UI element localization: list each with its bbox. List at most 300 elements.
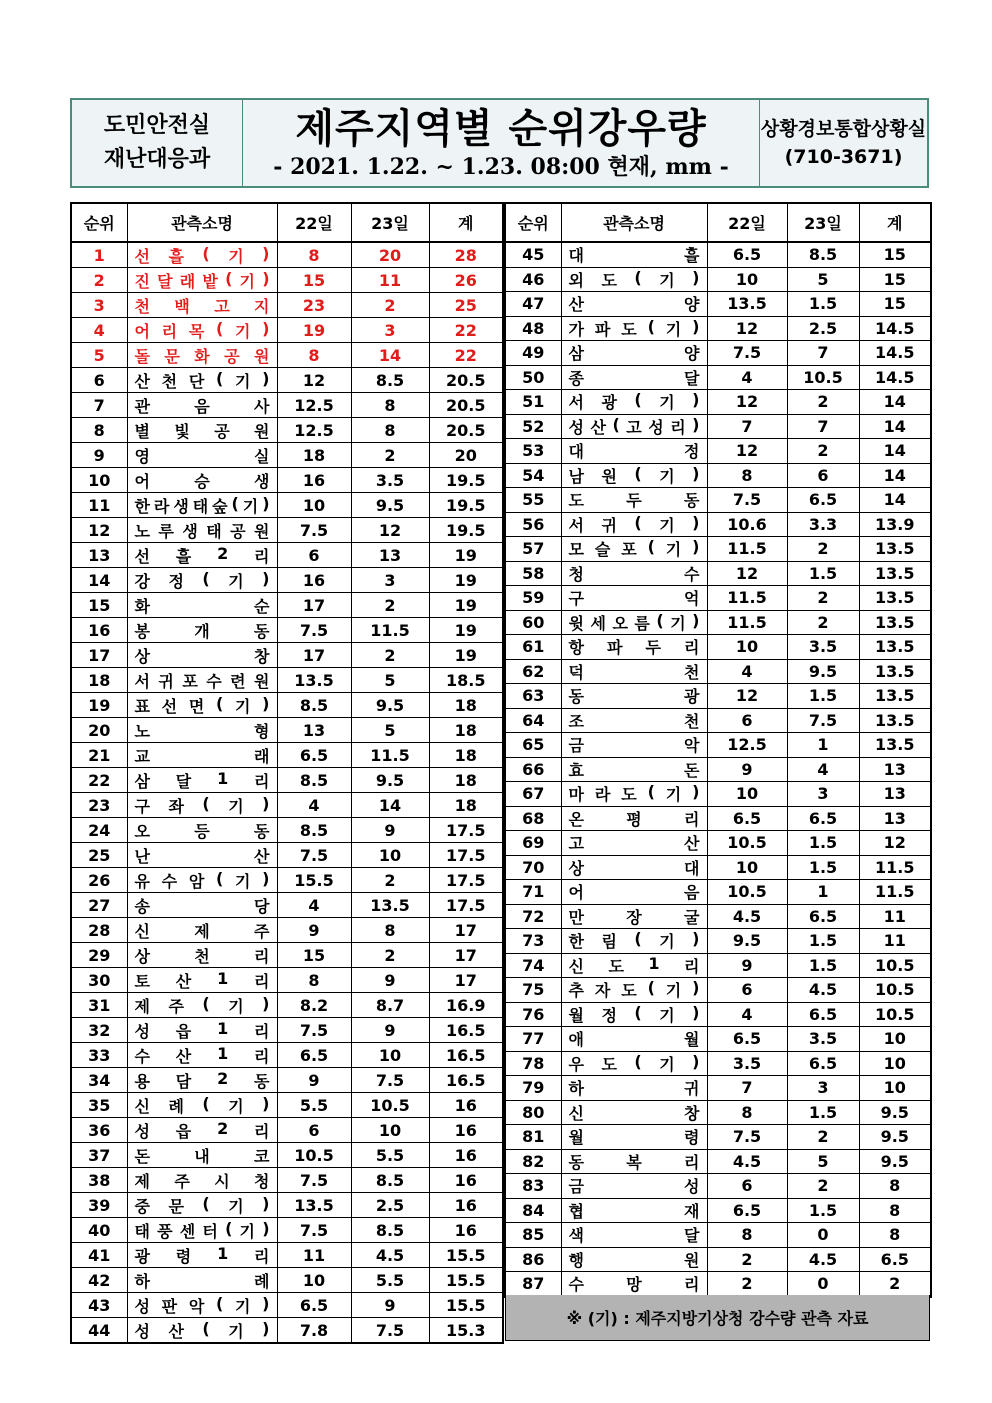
cell-rank: 39 xyxy=(71,1193,127,1218)
cell-day22: 6.5 xyxy=(707,806,787,831)
table-row xyxy=(71,1243,503,1268)
cell-total: 17 xyxy=(429,943,503,968)
cell-day22: 12 xyxy=(707,316,787,341)
table-row xyxy=(71,568,503,593)
cell-total: 17 xyxy=(429,918,503,943)
cell-rank: 4 xyxy=(71,318,127,343)
cell-day23: 14 xyxy=(351,343,429,368)
cell-rank: 12 xyxy=(71,518,127,543)
station-name: 돌 문 화 공 원 xyxy=(134,346,270,366)
cell-day23: 3.3 xyxy=(787,512,859,537)
cell-day23: 1.5 xyxy=(787,831,859,856)
cell-day23: 13.5 xyxy=(351,893,429,918)
station-name: 한 림 ( 기 ) xyxy=(568,929,700,952)
cell-rank: 86 xyxy=(505,1247,561,1272)
cell-day22: 6.5 xyxy=(277,1043,351,1068)
cell-rank: 40 xyxy=(71,1218,127,1243)
cell-total: 11 xyxy=(859,929,931,954)
cell-rank: 2 xyxy=(71,268,127,293)
table-row xyxy=(71,468,503,493)
cell-day23: 2 xyxy=(787,586,859,611)
cell-station xyxy=(127,943,277,968)
cell-rank: 37 xyxy=(71,1143,127,1168)
col-total-header: 계 xyxy=(859,203,931,242)
station-name: 신 제 주 xyxy=(134,921,270,941)
cell-total: 18 xyxy=(429,743,503,768)
cell-total: 9.5 xyxy=(859,1100,931,1125)
cell-station xyxy=(127,1118,277,1143)
station-name: 고 산 xyxy=(568,834,700,854)
cell-day22: 4 xyxy=(277,893,351,918)
cell-day22: 16 xyxy=(277,568,351,593)
cell-total: 16.5 xyxy=(429,1018,503,1043)
cell-total: 19.5 xyxy=(429,493,503,518)
cell-rank: 5 xyxy=(71,343,127,368)
station-name: 수 망 리 xyxy=(568,1275,700,1295)
footnote: ※ (기) : 제주지방기상청 강수량 관측 자료 xyxy=(505,1295,930,1341)
cell-rank: 11 xyxy=(71,493,127,518)
table-row xyxy=(71,1293,503,1318)
cell-rank: 21 xyxy=(71,743,127,768)
station-name: 태 풍 센 터 ( 기 ) xyxy=(134,1218,270,1241)
cell-station xyxy=(127,1018,277,1043)
cell-station xyxy=(561,414,707,439)
cell-total: 18 xyxy=(429,793,503,818)
cell-day23: 9.5 xyxy=(351,493,429,518)
station-name: 종 달 xyxy=(568,368,700,388)
cell-day22: 12 xyxy=(707,684,787,709)
cell-station xyxy=(127,668,277,693)
cell-rank: 35 xyxy=(71,1093,127,1118)
cell-total: 11.5 xyxy=(859,855,931,880)
cell-rank: 54 xyxy=(505,463,561,488)
cell-day22: 10.5 xyxy=(277,1143,351,1168)
table-row xyxy=(505,1149,931,1174)
cell-station xyxy=(127,1268,277,1293)
table-row xyxy=(505,267,931,292)
cell-total: 19 xyxy=(429,543,503,568)
cell-rank: 81 xyxy=(505,1125,561,1150)
cell-station xyxy=(561,1027,707,1052)
station-name: 성 산 ( 고 성 리 ) xyxy=(568,414,700,437)
table-row xyxy=(505,757,931,782)
station-name: 서 귀 ( 기 ) xyxy=(568,512,700,535)
station-name: 화 순 xyxy=(134,596,270,616)
table-row xyxy=(71,368,503,393)
cell-day22: 9 xyxy=(277,1068,351,1093)
cell-day22: 18 xyxy=(277,443,351,468)
cell-rank: 28 xyxy=(71,918,127,943)
cell-station xyxy=(127,1318,277,1344)
cell-rank: 55 xyxy=(505,488,561,513)
cell-rank: 87 xyxy=(505,1272,561,1297)
cell-station xyxy=(561,341,707,366)
table-row xyxy=(505,1272,931,1297)
cell-day22: 9 xyxy=(707,953,787,978)
cell-total: 15.3 xyxy=(429,1318,503,1344)
station-name: 가 파 도 ( 기 ) xyxy=(568,316,700,339)
station-name: 성 판 악 ( 기 ) xyxy=(134,1293,270,1316)
station-name: 교 래 xyxy=(134,746,270,766)
table-row xyxy=(505,414,931,439)
cell-rank: 8 xyxy=(71,418,127,443)
cell-total: 12 xyxy=(859,831,931,856)
station-name: 하 귀 xyxy=(568,1079,700,1099)
cell-rank: 9 xyxy=(71,443,127,468)
cell-day23: 2 xyxy=(787,537,859,562)
cell-rank: 67 xyxy=(505,782,561,807)
cell-day23: 2 xyxy=(787,1174,859,1199)
table-row xyxy=(71,718,503,743)
cell-day22: 13.5 xyxy=(277,668,351,693)
station-name: 구 억 xyxy=(568,589,700,609)
cell-station xyxy=(561,1051,707,1076)
cell-station xyxy=(127,518,277,543)
col-day22-header: 22일 xyxy=(277,203,351,242)
cell-day22: 6.5 xyxy=(707,1198,787,1223)
station-name: 하 례 xyxy=(134,1271,270,1291)
cell-rank: 72 xyxy=(505,904,561,929)
cell-total: 10.5 xyxy=(859,953,931,978)
table-row xyxy=(71,268,503,293)
office-box xyxy=(760,100,927,186)
cell-total: 10 xyxy=(859,1027,931,1052)
cell-rank: 22 xyxy=(71,768,127,793)
cell-total: 15.5 xyxy=(429,1293,503,1318)
cell-station xyxy=(127,293,277,318)
cell-day23: 9.5 xyxy=(351,693,429,718)
cell-station xyxy=(127,393,277,418)
table-row xyxy=(505,512,931,537)
cell-day23: 10.5 xyxy=(351,1093,429,1118)
cell-day22: 15.5 xyxy=(277,868,351,893)
station-name: 온 평 리 xyxy=(568,809,700,829)
station-name: 우 도 ( 기 ) xyxy=(568,1051,700,1074)
cell-day23: 1.5 xyxy=(787,1198,859,1223)
cell-day23: 0 xyxy=(787,1223,859,1248)
table-row xyxy=(505,365,931,390)
cell-day22: 8 xyxy=(277,242,351,268)
table-row xyxy=(71,768,503,793)
table-row xyxy=(505,1174,931,1199)
cell-day22: 23 xyxy=(277,293,351,318)
table-row xyxy=(505,537,931,562)
cell-day22: 10 xyxy=(277,493,351,518)
cell-rank: 14 xyxy=(71,568,127,593)
cell-station xyxy=(561,1272,707,1297)
cell-total: 19.5 xyxy=(429,518,503,543)
table-row xyxy=(71,1268,503,1293)
table-body-left xyxy=(71,242,503,1343)
cell-station xyxy=(127,368,277,393)
table-row xyxy=(505,439,931,464)
cell-station xyxy=(127,568,277,593)
cell-station xyxy=(561,1174,707,1199)
cell-day22: 10 xyxy=(707,782,787,807)
cell-day22: 7.5 xyxy=(277,1018,351,1043)
station-name: 난 산 xyxy=(134,846,270,866)
title-box xyxy=(243,100,760,186)
cell-day23: 14 xyxy=(351,793,429,818)
cell-rank: 17 xyxy=(71,643,127,668)
cell-day22: 7.5 xyxy=(707,341,787,366)
cell-rank: 26 xyxy=(71,868,127,893)
cell-total: 20.5 xyxy=(429,393,503,418)
cell-rank: 58 xyxy=(505,561,561,586)
cell-day23: 8.5 xyxy=(787,242,859,267)
cell-rank: 50 xyxy=(505,365,561,390)
cell-day23: 7.5 xyxy=(351,1318,429,1344)
cell-total: 9.5 xyxy=(859,1125,931,1150)
cell-station xyxy=(127,343,277,368)
cell-day23: 5.5 xyxy=(351,1268,429,1293)
department-line1: 도민안전실 xyxy=(103,113,211,138)
table-row xyxy=(71,242,503,268)
cell-day22: 7.5 xyxy=(277,1218,351,1243)
table-row xyxy=(505,782,931,807)
cell-day23: 2.5 xyxy=(787,316,859,341)
table-row xyxy=(505,341,931,366)
cell-station xyxy=(127,1093,277,1118)
cell-total: 2 xyxy=(859,1272,931,1297)
table-row xyxy=(71,418,503,443)
station-name: 외 도 ( 기 ) xyxy=(568,267,700,290)
cell-day22: 4.5 xyxy=(707,1149,787,1174)
cell-station xyxy=(561,733,707,758)
table-row xyxy=(71,918,503,943)
station-name: 강 정 ( 기 ) xyxy=(134,568,270,591)
col-station-header: 관측소명 xyxy=(561,203,707,242)
cell-total: 13.5 xyxy=(859,561,931,586)
cell-day22: 8 xyxy=(707,463,787,488)
table-row xyxy=(505,1076,931,1101)
table-header-row xyxy=(71,203,503,242)
cell-station xyxy=(561,390,707,415)
cell-rank: 62 xyxy=(505,659,561,684)
cell-day23: 2 xyxy=(351,943,429,968)
cell-day22: 8.5 xyxy=(277,818,351,843)
cell-station xyxy=(127,268,277,293)
table-row xyxy=(71,818,503,843)
table-row xyxy=(505,929,931,954)
station-name: 선 흘 ( 기 ) xyxy=(134,243,270,266)
cell-day23: 2 xyxy=(787,610,859,635)
cell-rank: 47 xyxy=(505,292,561,317)
table-row xyxy=(505,880,931,905)
station-name: 덕 천 xyxy=(568,662,700,682)
cell-total: 19 xyxy=(429,643,503,668)
cell-total: 10 xyxy=(859,1076,931,1101)
table-row xyxy=(71,1218,503,1243)
cell-day23: 6.5 xyxy=(787,1051,859,1076)
table-row xyxy=(71,693,503,718)
cell-rank: 66 xyxy=(505,757,561,782)
cell-day22: 9.5 xyxy=(707,929,787,954)
cell-total: 16.9 xyxy=(429,993,503,1018)
cell-total: 18 xyxy=(429,693,503,718)
department-line2: 재난대응과 xyxy=(103,147,211,172)
cell-day23: 8.5 xyxy=(351,1168,429,1193)
cell-rank: 73 xyxy=(505,929,561,954)
station-name: 어 음 xyxy=(568,883,700,903)
cell-total: 26 xyxy=(429,268,503,293)
cell-day23: 3 xyxy=(351,568,429,593)
station-name: 항 파 두 리 xyxy=(568,638,700,658)
station-name: 진 달 래 밭 ( 기 ) xyxy=(134,268,270,291)
station-name: 월 령 xyxy=(568,1128,700,1148)
cell-station xyxy=(127,918,277,943)
cell-day22: 11 xyxy=(277,1243,351,1268)
cell-rank: 43 xyxy=(71,1293,127,1318)
cell-day22: 8.5 xyxy=(277,693,351,718)
cell-rank: 13 xyxy=(71,543,127,568)
table-row xyxy=(505,1198,931,1223)
cell-rank: 1 xyxy=(71,242,127,268)
table-row xyxy=(71,668,503,693)
cell-day22: 4 xyxy=(707,365,787,390)
cell-day22: 17 xyxy=(277,593,351,618)
station-name: 유 수 암 ( 기 ) xyxy=(134,868,270,891)
cell-total: 16 xyxy=(429,1193,503,1218)
cell-total: 14 xyxy=(859,463,931,488)
station-name: 한 라 생 태 숲 ( 기 ) xyxy=(134,493,270,516)
table-row xyxy=(71,643,503,668)
cell-station xyxy=(127,593,277,618)
cell-day23: 2 xyxy=(351,443,429,468)
cell-rank: 32 xyxy=(71,1018,127,1043)
cell-day22: 10 xyxy=(707,635,787,660)
cell-station xyxy=(127,1143,277,1168)
cell-total: 16 xyxy=(429,1093,503,1118)
cell-day23: 3.5 xyxy=(351,468,429,493)
table-row xyxy=(71,793,503,818)
cell-station xyxy=(127,1068,277,1093)
station-name: 행 원 xyxy=(568,1250,700,1270)
station-name: 영 실 xyxy=(134,446,270,466)
cell-day23: 4.5 xyxy=(351,1243,429,1268)
cell-rank: 60 xyxy=(505,610,561,635)
table-row xyxy=(71,1068,503,1093)
station-name: 서 귀 포 수 련 원 xyxy=(134,671,270,691)
table-row xyxy=(71,968,503,993)
cell-day23: 3 xyxy=(787,782,859,807)
cell-total: 28 xyxy=(429,242,503,268)
col-rank-header: 순위 xyxy=(71,203,127,242)
table-row xyxy=(71,543,503,568)
col-total-header: 계 xyxy=(429,203,503,242)
cell-rank: 51 xyxy=(505,390,561,415)
cell-day22: 10 xyxy=(707,855,787,880)
cell-day22: 13.5 xyxy=(707,292,787,317)
table-row xyxy=(71,993,503,1018)
cell-day23: 2 xyxy=(351,868,429,893)
cell-rank: 53 xyxy=(505,439,561,464)
cell-station xyxy=(127,493,277,518)
cell-day22: 8.5 xyxy=(277,768,351,793)
cell-station xyxy=(561,292,707,317)
table-row xyxy=(505,1247,931,1272)
cell-day23: 11.5 xyxy=(351,743,429,768)
station-name: 산 천 단 ( 기 ) xyxy=(134,368,270,391)
station-name: 봉 개 동 xyxy=(134,621,270,641)
cell-total: 19 xyxy=(429,593,503,618)
cell-day23: 8.5 xyxy=(351,368,429,393)
cell-total: 10.5 xyxy=(859,978,931,1003)
table-row xyxy=(505,684,931,709)
cell-day23: 1.5 xyxy=(787,1100,859,1125)
cell-total: 11 xyxy=(859,904,931,929)
table-row xyxy=(505,610,931,635)
station-name: 마 라 도 ( 기 ) xyxy=(568,782,700,805)
station-name: 월 정 ( 기 ) xyxy=(568,1002,700,1025)
cell-total: 15.5 xyxy=(429,1268,503,1293)
cell-station xyxy=(561,561,707,586)
cell-total: 6.5 xyxy=(859,1247,931,1272)
station-name: 금 악 xyxy=(568,736,700,756)
cell-day22: 6.5 xyxy=(707,242,787,267)
cell-rank: 10 xyxy=(71,468,127,493)
cell-rank: 15 xyxy=(71,593,127,618)
station-name: 만 장 굴 xyxy=(568,907,700,927)
cell-station xyxy=(561,610,707,635)
cell-day23: 5 xyxy=(351,668,429,693)
cell-day23: 1 xyxy=(787,880,859,905)
cell-total: 17.5 xyxy=(429,843,503,868)
table-row xyxy=(505,1223,931,1248)
rainfall-table-right xyxy=(504,202,932,1298)
cell-total: 17.5 xyxy=(429,893,503,918)
cell-day23: 8 xyxy=(351,918,429,943)
cell-rank: 61 xyxy=(505,635,561,660)
station-name: 광 령 1 리 xyxy=(134,1243,270,1266)
table-row xyxy=(71,318,503,343)
cell-total: 20 xyxy=(429,443,503,468)
cell-day22: 6.5 xyxy=(707,1027,787,1052)
cell-day22: 2 xyxy=(707,1272,787,1297)
station-name: 표 선 면 ( 기 ) xyxy=(134,693,270,716)
cell-day23: 8 xyxy=(351,418,429,443)
cell-rank: 57 xyxy=(505,537,561,562)
cell-station xyxy=(127,543,277,568)
cell-total: 14.5 xyxy=(859,316,931,341)
cell-day22: 12 xyxy=(707,390,787,415)
cell-day22: 9 xyxy=(707,757,787,782)
station-name: 제 주 시 청 xyxy=(134,1171,270,1191)
cell-day22: 10.5 xyxy=(707,880,787,905)
cell-rank: 77 xyxy=(505,1027,561,1052)
cell-station xyxy=(127,618,277,643)
station-name: 수 산 1 리 xyxy=(134,1043,270,1066)
station-name: 천 백 고 지 xyxy=(134,296,270,316)
cell-day23: 5.5 xyxy=(351,1143,429,1168)
cell-total: 13.5 xyxy=(859,586,931,611)
cell-total: 14 xyxy=(859,414,931,439)
station-name: 효 돈 xyxy=(568,760,700,780)
cell-rank: 83 xyxy=(505,1174,561,1199)
table-row xyxy=(505,463,931,488)
station-name: 동 복 리 xyxy=(568,1152,700,1172)
cell-station xyxy=(561,365,707,390)
cell-rank: 59 xyxy=(505,586,561,611)
cell-station xyxy=(127,793,277,818)
cell-total: 18 xyxy=(429,718,503,743)
cell-total: 13.5 xyxy=(859,635,931,660)
cell-day23: 1.5 xyxy=(787,684,859,709)
table-row xyxy=(71,343,503,368)
cell-station xyxy=(127,843,277,868)
cell-rank: 74 xyxy=(505,953,561,978)
table-row xyxy=(71,1193,503,1218)
